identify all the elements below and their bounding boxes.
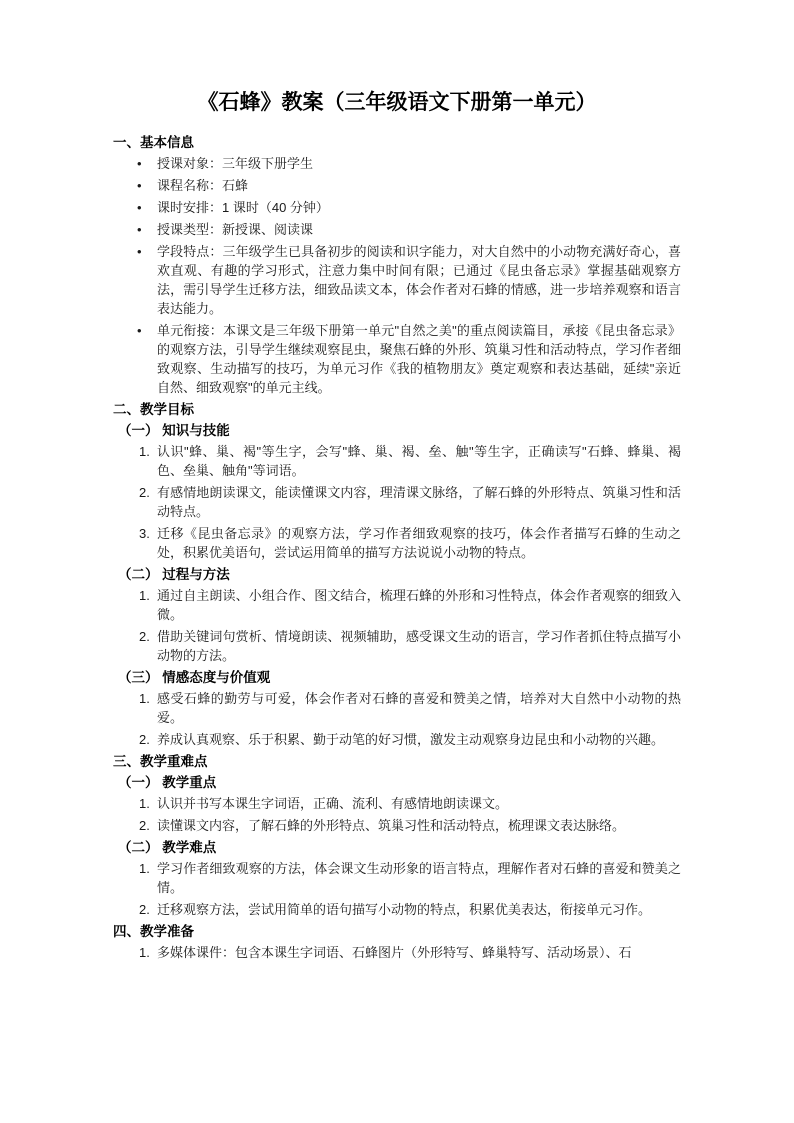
numbered-list [113,943,681,962]
list-item-text: 读懂课文内容，了解石蜂的外形特点、筑巢习性和活动特点，梳理课文表达脉络。 [157,818,626,833]
numbered-list [113,794,681,835]
bullet-list [113,154,681,397]
list-item-text: 授课类型：新授课、阅读课 [157,222,314,237]
list-item-text: 多媒体课件：包含本课生字词语、石蜂图片（外形特写、蜂巢特写、活动场景）、石 [157,945,632,960]
list-item-text: 借助关键词句赏析、情境朗读、视频辅助，感受课文生动的语言，学习作者抓住特点描写小动物的方法。 [157,629,681,663]
section-teaching-goals [113,400,681,749]
item-number: 1. [139,861,150,876]
item-number: 2. [139,732,150,747]
section-heading: 四、教学准备 [113,924,194,939]
list-item [113,242,681,318]
list-item [113,900,681,919]
list-item [113,483,681,521]
list-item-text: 迁移观察方法，尝试用简单的语句描写小动物的特点，积累优美表达，衔接单元习作。 [157,902,652,917]
subsection-heading-knowledge-skills: （一） 知识与技能 [118,423,230,438]
list-item-text: 迁移《昆虫备忘录》的观察方法，学习作者细致观察的技巧，体会作者描写石蜂的生动之处，积累优美语句，尝试运用简单的描写方法说说小动物的特点。 [157,526,681,560]
list-item-text: 课时安排：1 课时（40 分钟） [157,200,329,215]
bullet-icon: • [137,244,142,259]
list-item [113,859,681,897]
page-title: 《石蜂》教案（三年级语文下册第一单元） [197,91,597,114]
bullet-icon: • [137,200,142,215]
item-number: 1. [139,945,150,960]
bullet-icon: • [137,222,142,237]
list-item [113,442,681,480]
list-item-text: 单元衔接：本课文是三年级下册第一单元"自然之美"的重点阅读篇目，承接《昆虫备忘录》的观察方法，引导学生继续观察昆虫，聚焦石蜂的外形、筑巢习性和活动特点，学习作者细致观察、生动描写的技巧，为单元习作《我的植物朋友》奠定观察和表达基础，延续"亲近自然、细致观察"的单元主线。 [157,323,681,395]
item-number: 2. [139,902,150,917]
list-item [113,816,681,835]
list-item [113,794,681,813]
list-item-text: 课程名称：石蜂 [157,178,249,193]
list-item-text: 学习作者细致观察的方法，体会课文生动形象的语言特点，理解作者对石蜂的喜爱和赞美之情。 [157,861,681,895]
section-heading: 二、教学目标 [113,402,194,417]
bullet-icon: • [137,323,142,338]
numbered-list [113,689,681,749]
item-number: 2. [139,485,150,500]
item-number: 1. [139,444,150,459]
list-item [113,198,681,217]
list-item [113,220,681,239]
subsection-heading-key-points: （一） 教学重点 [118,775,217,790]
list-item-text: 认识并书写本课生字词语，正确、流利、有感情地朗读课文。 [157,796,509,811]
item-number: 1. [139,691,150,706]
section-basic-info [113,133,681,397]
list-item-text: 通过自主朗读、小组合作、图文结合，梳理石蜂的外形和习性特点，体会作者观察的细致入微。 [157,588,681,622]
list-item [113,321,681,397]
section-preparation [113,922,681,962]
numbered-list [113,442,681,562]
item-number: 1. [139,588,150,603]
list-item-text: 认识"蜂、巢、褐"等生字，会写"蜂、巢、褐、垒、触"等生字，正确读写"石蜂、蜂巢、褐色、垒巢、触角"等词语。 [157,444,681,478]
bullet-icon: • [137,156,142,171]
list-item [113,943,681,962]
subsection-heading-process-method: （二） 过程与方法 [118,567,230,582]
numbered-list [113,586,681,665]
section-heading: 三、教学重难点 [113,754,208,769]
item-number: 1. [139,796,150,811]
numbered-list [113,859,681,919]
item-number: 3. [139,526,150,541]
list-item [113,524,681,562]
subsection-heading-difficult-points: （二） 教学难点 [118,840,217,855]
list-item-text: 养成认真观察、乐于积累、勤于动笔的好习惯，激发主动观察身边昆虫和小动物的兴趣。 [157,732,665,747]
item-number: 2. [139,818,150,833]
section-key-difficult-points [113,752,681,919]
subsection-heading-attitude-values: （三） 情感态度与价值观 [118,670,271,685]
list-item-text: 授课对象：三年级下册学生 [157,156,314,171]
list-item [113,627,681,665]
list-item-text: 有感情地朗读课文，能读懂课文内容，理清课文脉络，了解石蜂的外形特点、筑巢习性和活动特点。 [157,485,681,519]
list-item [113,730,681,749]
bullet-icon: • [137,178,142,193]
item-number: 2. [139,629,150,644]
list-item [113,689,681,727]
list-item [113,154,681,173]
list-item [113,586,681,624]
list-item-text: 学段特点：三年级学生已具备初步的阅读和识字能力，对大自然中的小动物充满好奇心，喜欢直观、有趣的学习形式，注意力集中时间有限；已通过《昆虫备忘录》掌握基础观察方法，需引导学生迁移方法，细致品读文本，体会作者对石蜂的情感，进一步培养观察和语言表达能力。 [157,244,681,316]
list-item-text: 感受石蜂的勤劳与可爱，体会作者对石蜂的喜爱和赞美之情，培养对大自然中小动物的热爱。 [157,691,681,725]
list-item [113,176,681,195]
section-heading: 一、基本信息 [113,135,194,150]
